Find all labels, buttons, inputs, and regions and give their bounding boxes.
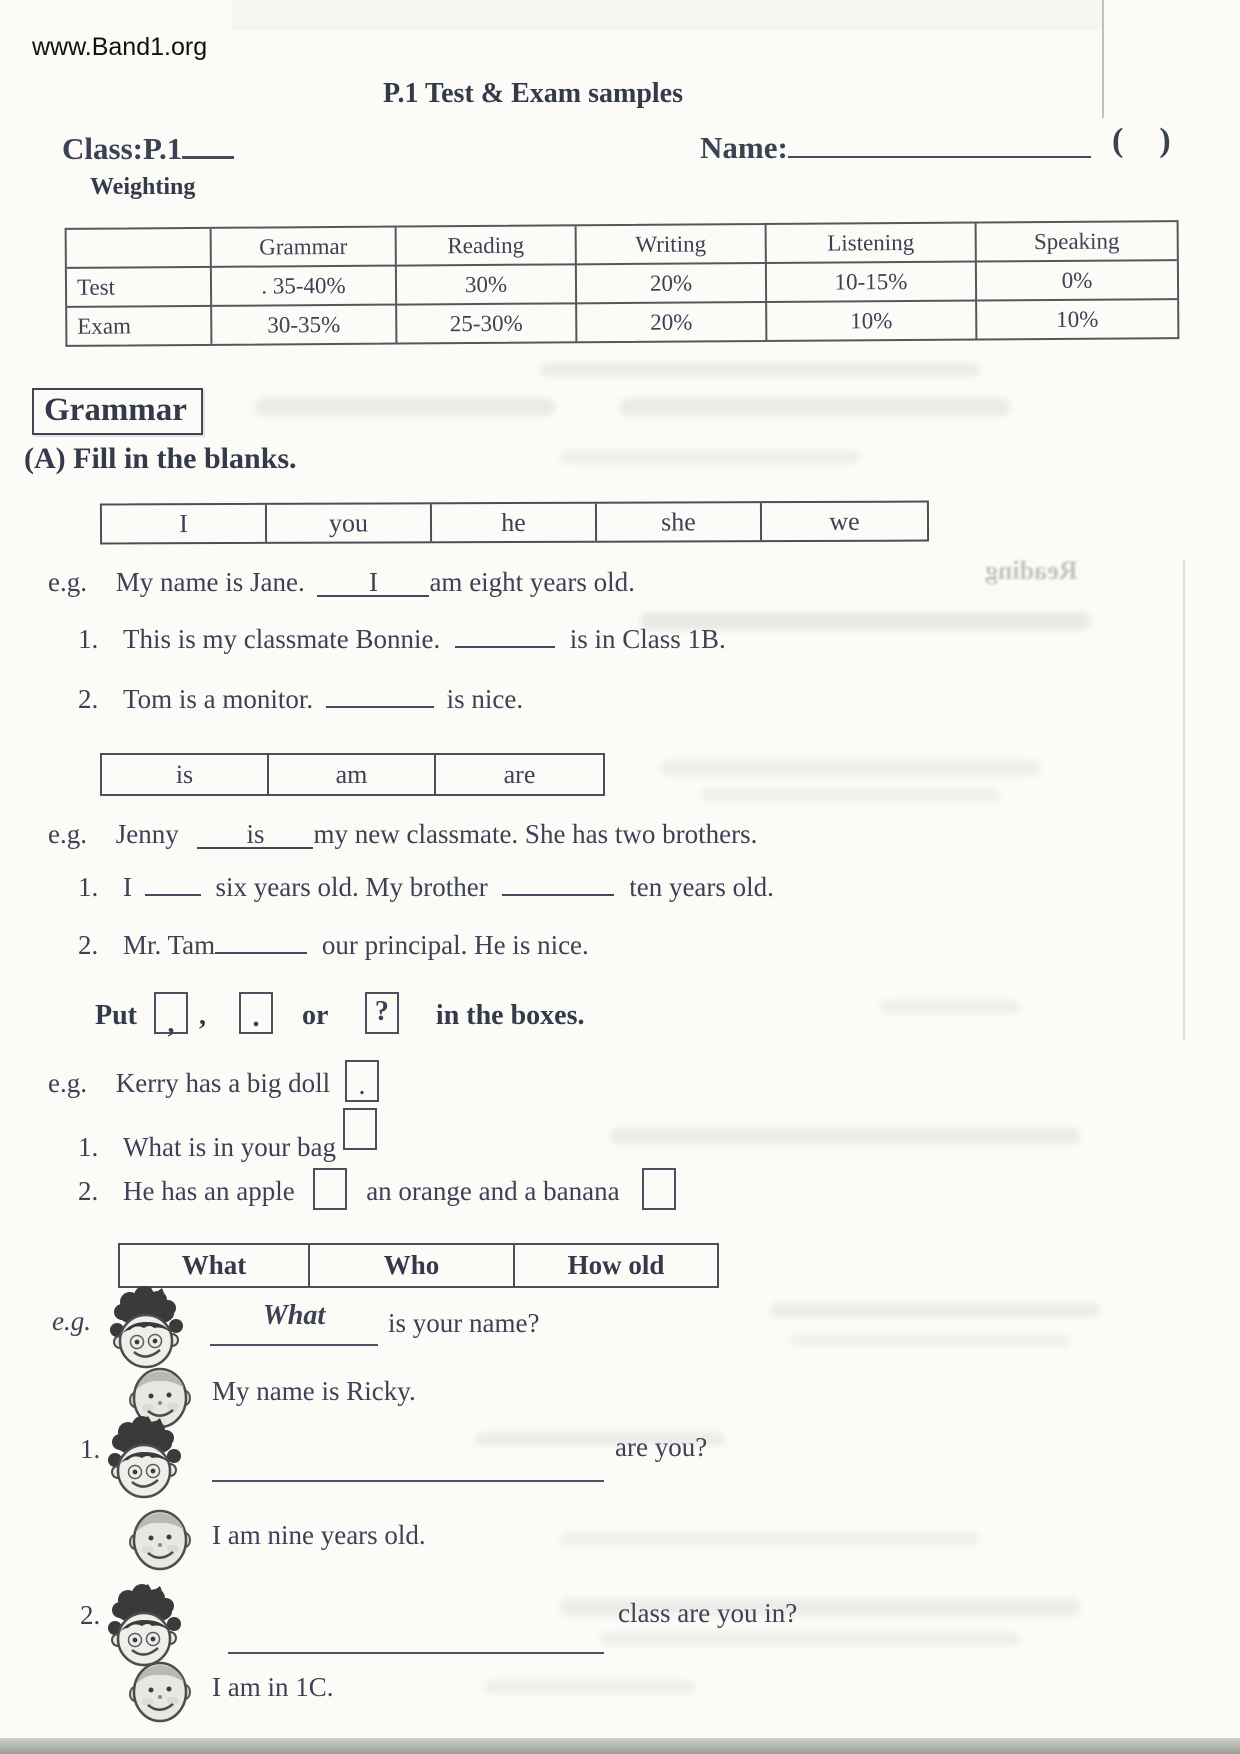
word-bank-item: How old (567, 1250, 665, 1280)
scan-top-band (232, 0, 1104, 30)
question-sentence (78, 620, 726, 657)
separator-comma: , (199, 1000, 206, 1031)
boy-face-icon (128, 1506, 192, 1574)
word-bank-item: I (102, 505, 267, 543)
question-number: 2. (78, 930, 99, 960)
bleedthrough-smudge (880, 1000, 1020, 1014)
period-glyph: . (358, 1070, 366, 1101)
word-bank-item: am (269, 755, 436, 794)
sentence-text: He has an apple (123, 1176, 295, 1206)
sentence-text: Mr. Tam (123, 930, 216, 960)
bleedthrough-smudge (560, 450, 860, 464)
question-number: 2. (80, 1600, 101, 1630)
word-bank-item: Who (310, 1245, 515, 1286)
empty-punctuation-box (313, 1168, 347, 1210)
girl-face-icon (106, 1284, 188, 1370)
boy-face-icon (128, 1658, 192, 1726)
answer-blank (502, 868, 614, 896)
page-edge-line-2 (1183, 560, 1185, 1040)
weighting-col-header: Writing (577, 225, 767, 265)
word-bank-be-verbs (100, 753, 605, 796)
bleedthrough-smudge (485, 1680, 695, 1694)
paren-close: ) (1159, 122, 1171, 159)
empty-punctuation-box (642, 1168, 676, 1210)
reply-text: My name is Ricky. (212, 1376, 416, 1406)
weighting-col-header: Reading (397, 226, 577, 266)
answer-text: I (368, 567, 378, 597)
word-bank-item: you (267, 504, 432, 542)
word-bank-pronouns (100, 501, 929, 545)
example-sentence (48, 1060, 379, 1102)
name-label: Name: (700, 130, 788, 165)
reply-text: I am in 1C. (212, 1672, 334, 1702)
sentence-text: This is my classmate Bonnie. (123, 624, 441, 654)
bleedthrough-smudge (600, 1632, 1020, 1646)
answer-blank (326, 680, 434, 708)
weighting-col-header: Grammar (212, 228, 397, 268)
sentence-text: I (123, 872, 132, 902)
example-sentence (48, 566, 635, 600)
sentence-text: my new classmate. She has two brothers. (313, 819, 758, 849)
weighting-cell: 10% (767, 302, 977, 340)
eg-label: e.g. (48, 1068, 87, 1098)
word-bank-item: she (597, 503, 762, 541)
girl-face-icon (104, 1582, 186, 1668)
weighting-cell: 10% (1056, 306, 1099, 332)
period-box (239, 992, 273, 1034)
grammar-section-heading: Grammar (32, 388, 203, 435)
bleedthrough-smudge (700, 788, 1000, 802)
bleedthrough-smudge (540, 362, 980, 378)
weighting-label: Weighting (90, 174, 196, 200)
sentence-text: Jenny (115, 819, 179, 849)
bleedthrough-smudge (610, 1128, 1080, 1144)
answer-punctuation-box (345, 1060, 379, 1102)
answer-text: is (246, 819, 265, 849)
sentence-text: an orange and a banana (366, 1176, 620, 1206)
dialogue-answer-blank (210, 1300, 378, 1346)
sentence-text: My name is Jane. (115, 567, 305, 597)
question-mark-glyph: ? (374, 996, 389, 1027)
word-bank-item: are (503, 759, 536, 789)
period-glyph: . (252, 1002, 260, 1033)
instruction-text: Put (95, 1000, 137, 1031)
weighting-cell: . 35-40% (212, 267, 397, 307)
sentence-text: is in Class 1B. (569, 624, 726, 654)
bleedthrough-text: Reading (985, 556, 1078, 585)
instruction-text: or (302, 1000, 328, 1031)
bleedthrough-smudge (560, 1532, 980, 1546)
class-line (62, 126, 234, 169)
eg-label: e.g. (48, 567, 87, 597)
sentence-text: What is in your bag (123, 1132, 336, 1162)
question-number: 2. (78, 1176, 99, 1206)
answer-blank (317, 569, 429, 597)
page-title: P.1 Test & Exam samples (383, 78, 684, 109)
girl-face-icon (104, 1414, 186, 1500)
answer-blank (197, 821, 313, 849)
bleedthrough-smudge (770, 1302, 1100, 1318)
weighting-cell: 30% (397, 265, 577, 305)
answer-blank (215, 926, 307, 954)
word-bank-item: he (432, 504, 597, 542)
eg-label: e.g. (48, 819, 87, 849)
scan-bottom-edge (0, 1738, 1240, 1754)
question-sentence (78, 926, 589, 963)
answer-blank (145, 868, 201, 896)
page-edge-line (1102, 0, 1104, 118)
question-number: 1. (78, 624, 99, 654)
paren-open: ( (1112, 122, 1124, 159)
dialogue-answer-blank (212, 1436, 604, 1482)
weighting-row-label: Test (67, 268, 212, 308)
weighting-table (65, 220, 1180, 347)
weighting-cell: 0% (977, 261, 1177, 301)
question-sentence (78, 868, 774, 905)
question-text: class are you in? (618, 1598, 798, 1628)
question-number: 1. (78, 1132, 99, 1162)
reply-text: I am nine years old. (212, 1520, 426, 1550)
bleedthrough-smudge (660, 760, 1040, 776)
weighting-cell: 10-15% (767, 263, 977, 303)
question-sentence (78, 1168, 676, 1210)
question-text: is your name? (388, 1308, 540, 1338)
word-bank-item: What (120, 1245, 310, 1286)
bleedthrough-smudge (790, 1335, 1070, 1347)
class-blank (182, 126, 234, 159)
name-blank (788, 126, 1091, 158)
weighting-cell: 20% (577, 303, 767, 341)
dialogue-answer-blank (228, 1608, 604, 1654)
question-text: are you? (615, 1432, 708, 1462)
answer-blank (455, 620, 555, 648)
question-number: 1. (80, 1434, 101, 1464)
class-label: Class:P.1 (62, 131, 183, 166)
empty-punctuation-box (343, 1108, 377, 1150)
weighting-cell: 20% (577, 264, 767, 304)
comma-box (154, 992, 188, 1039)
bleedthrough-smudge (255, 398, 555, 416)
word-bank-item: we (829, 506, 860, 536)
sentence-text: Tom is a monitor. (123, 684, 314, 714)
answer-text: What (262, 1300, 326, 1331)
name-line (700, 126, 1091, 168)
word-bank-item: is (102, 755, 269, 794)
weighting-col-header (67, 229, 212, 269)
weighting-col-header: Listening (767, 224, 977, 264)
weighting-cell: 25-30% (397, 304, 577, 342)
bleedthrough-smudge (620, 398, 1010, 416)
question-number: 1. (78, 872, 99, 902)
weighting-col-header: Speaking (977, 222, 1177, 262)
word-bank-question-words (118, 1243, 719, 1288)
sentence-text: six years old. My brother (215, 872, 488, 902)
registration-number-parens (1112, 120, 1171, 163)
question-mark-box (365, 992, 399, 1034)
sentence-text: is nice. (446, 684, 524, 714)
sentence-text: ten years old. (629, 872, 774, 902)
sentence-text: am eight years old. (429, 567, 635, 597)
weighting-row-label: Exam (67, 307, 212, 345)
sentence-text: our principal. He is nice. (321, 930, 589, 960)
part-a-heading: (A) Fill in the blanks. (24, 442, 297, 475)
sentence-text: Kerry has a big doll (115, 1068, 331, 1098)
question-number: 2. (78, 684, 99, 714)
instruction-text: in the boxes. (435, 1000, 585, 1031)
eg-label: e.g. (52, 1306, 91, 1336)
punctuation-instruction (95, 992, 585, 1039)
weighting-cell: 30-35% (212, 306, 397, 344)
question-sentence (78, 1108, 377, 1165)
example-sentence (48, 818, 757, 852)
comma-glyph: , (167, 1008, 175, 1039)
site-watermark: www.Band1.org (32, 33, 208, 61)
question-sentence (78, 680, 523, 717)
